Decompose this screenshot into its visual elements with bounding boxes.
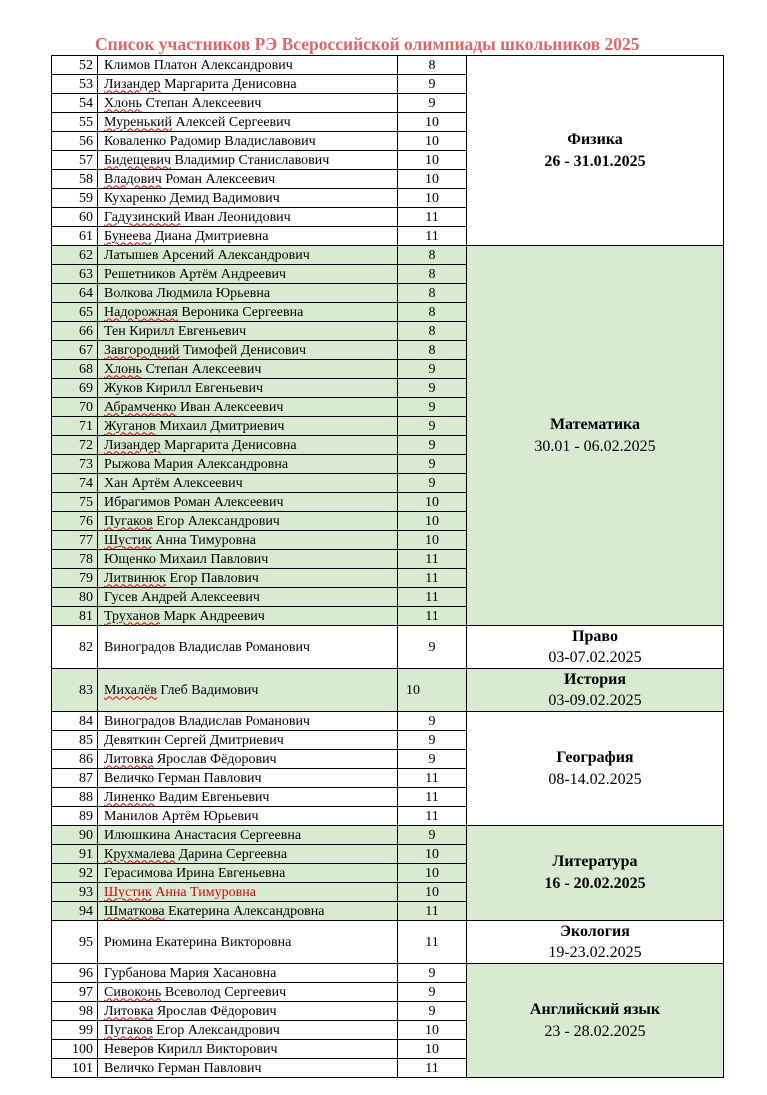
participant-name: Литвинюк Егор Павлович [98, 569, 398, 588]
row-number: 86 [52, 750, 98, 769]
row-number: 53 [52, 75, 98, 94]
participant-name: Ибрагимов Роман Алексеевич [98, 493, 398, 512]
spellcheck-underline: Михалёв [104, 682, 157, 698]
row-number: 79 [52, 569, 98, 588]
row-number: 95 [52, 921, 98, 964]
subject-cell [467, 826, 724, 921]
subject-cell [467, 56, 724, 246]
grade-cell: 10 [398, 864, 467, 883]
grade-cell: 11 [398, 769, 467, 788]
participant-name: Хан Артём Алексеевич [98, 474, 398, 493]
grade-cell: 9 [398, 826, 467, 845]
participant-name: Пугаков Егор Александрович [98, 1021, 398, 1040]
grade-cell: 11 [398, 807, 467, 826]
grade-cell: 10 [398, 132, 467, 151]
grade-cell: 9 [398, 360, 467, 379]
subject-name: Математика [549, 415, 641, 433]
participant-name: Михалёв Глеб Вадимович [98, 669, 398, 712]
participant-name: Илюшкина Анастасия Сергеевна [98, 826, 398, 845]
row-number: 68 [52, 360, 98, 379]
grade-cell: 10 [398, 531, 467, 550]
subject-name: История [564, 670, 626, 688]
grade-cell: 8 [398, 322, 467, 341]
participant-name: Лизандер Маргарита Денисовна [98, 436, 398, 455]
row-number: 55 [52, 113, 98, 132]
grade-cell: 8 [398, 246, 467, 265]
grade-cell: 9 [398, 379, 467, 398]
spellcheck-underline: Труханов [104, 608, 160, 624]
spellcheck-underline: Пугаков [104, 513, 153, 529]
subject-dates: 23 - 28.02.2025 [544, 1022, 646, 1040]
grade-cell: 8 [398, 341, 467, 360]
spellcheck-underline: Бунеева [104, 228, 152, 244]
grade-cell: 11 [398, 902, 467, 921]
spellcheck-underline: Владович [104, 171, 162, 187]
participant-name: Величко Герман Павлович [98, 769, 398, 788]
row-number: 87 [52, 769, 98, 788]
spellcheck-underline: Хлонь [104, 95, 142, 111]
row-number: 77 [52, 531, 98, 550]
row-number: 80 [52, 588, 98, 607]
row-number: 60 [52, 208, 98, 227]
table-row [52, 626, 724, 669]
row-number: 56 [52, 132, 98, 151]
row-number: 66 [52, 322, 98, 341]
participant-name: Ющенко Михаил Павлович [98, 550, 398, 569]
spellcheck-underline: Шустик [104, 884, 152, 900]
row-number: 57 [52, 151, 98, 170]
participant-name: Тен Кирилл Евгеньевич [98, 322, 398, 341]
grade-cell: 9 [398, 94, 467, 113]
spellcheck-underline: Пугаков [104, 1022, 153, 1038]
participant-name: Волкова Людмила Юрьевна [98, 284, 398, 303]
spellcheck-underline: Хлонь [104, 361, 142, 377]
grade-cell: 11 [398, 607, 467, 626]
grade-cell: 10 [398, 845, 467, 864]
participant-name: Муренький Алексей Сергеевич [98, 113, 398, 132]
table-row [52, 826, 724, 845]
participant-name: Хлонь Степан Алексеевич [98, 94, 398, 113]
grade-cell: 10 [398, 1021, 467, 1040]
spellcheck-underline: Завгородний [104, 342, 180, 358]
grade-cell: 9 [398, 398, 467, 417]
row-number: 83 [52, 669, 98, 712]
row-number: 61 [52, 227, 98, 246]
subject-dates: 03-07.02.2025 [548, 648, 642, 666]
participant-name: Лизандер Маргарита Денисовна [98, 75, 398, 94]
grade-cell: 9 [398, 731, 467, 750]
row-number: 62 [52, 246, 98, 265]
grade-cell: 11 [398, 208, 467, 227]
spellcheck-underline: Лизандер [104, 76, 161, 92]
subject-name: Физика [567, 130, 623, 148]
participant-name: Пугаков Егор Александрович [98, 512, 398, 531]
row-number: 76 [52, 512, 98, 531]
participant-name: Завгородний Тимофей Денисович [98, 341, 398, 360]
subject-cell [467, 246, 724, 626]
subject-cell [467, 626, 724, 669]
row-number: 101 [52, 1059, 98, 1078]
participant-name: Гурбанова Мария Хасановна [98, 964, 398, 983]
row-number: 59 [52, 189, 98, 208]
participant-name: Бидещевич Владимир Станиславович [98, 151, 398, 170]
row-number: 96 [52, 964, 98, 983]
row-number: 85 [52, 731, 98, 750]
participant-name: Величко Герман Павлович [98, 1059, 398, 1078]
spellcheck-underline: Надорожная [104, 304, 178, 320]
spellcheck-underline: Линенко [104, 789, 156, 805]
table-row [52, 669, 724, 712]
subject-cell [467, 964, 724, 1078]
participant-name: Герасимова Ирина Евгеньевна [98, 864, 398, 883]
row-number: 82 [52, 626, 98, 669]
spellcheck-underline: Сивоконь [104, 984, 162, 1000]
spellcheck-underline: Литовка [104, 751, 154, 767]
row-number: 94 [52, 902, 98, 921]
row-number: 88 [52, 788, 98, 807]
participant-name: Жуганов Михаил Дмитриевич [98, 417, 398, 436]
spellcheck-underline: Литвинюк [104, 570, 166, 586]
grade-cell: 9 [398, 626, 467, 669]
row-number: 98 [52, 1002, 98, 1021]
grade-cell: 11 [398, 788, 467, 807]
grade-cell: 10 [398, 512, 467, 531]
subject-name: Английский язык [529, 1000, 661, 1018]
grade-cell: 9 [398, 750, 467, 769]
participant-name: Бунеева Диана Дмитриевна [98, 227, 398, 246]
row-number: 81 [52, 607, 98, 626]
grade-cell: 10 [398, 883, 467, 902]
participant-name: Линенко Вадим Евгеньевич [98, 788, 398, 807]
row-number: 91 [52, 845, 98, 864]
participant-name: Виноградов Владислав Романович [98, 626, 398, 669]
grade-cell: 10 [398, 1040, 467, 1059]
participant-name: Надорожная Вероника Сергеевна [98, 303, 398, 322]
participant-name: Коваленко Радомир Владиславович [98, 132, 398, 151]
subject-dates: 08-14.02.2025 [548, 770, 642, 788]
participant-name: Шустик Анна Тимуровна [98, 531, 398, 550]
participant-name: Гусев Андрей Алексеевич [98, 588, 398, 607]
grade-cell: 11 [398, 1059, 467, 1078]
spellcheck-underline: Жуганов [104, 418, 156, 434]
row-number: 67 [52, 341, 98, 360]
participant-name: Неверов Кирилл Викторович [98, 1040, 398, 1059]
document-title: Список участников РЭ Всероссийской олимпиады школьников 2025 [95, 34, 640, 54]
row-number: 52 [52, 56, 98, 75]
row-number: 100 [52, 1040, 98, 1059]
grade-cell: 10 [398, 189, 467, 208]
participant-name: Рыжова Мария Александровна [98, 455, 398, 474]
participant-name: Рюмина Екатерина Викторовна [98, 921, 398, 964]
grade-cell: 9 [398, 1002, 467, 1021]
row-number: 93 [52, 883, 98, 902]
row-number: 90 [52, 826, 98, 845]
subject-cell [467, 712, 724, 826]
grade-cell: 11 [398, 227, 467, 246]
grade-cell: 8 [398, 56, 467, 75]
table-row [52, 964, 724, 983]
participant-name: Сивоконь Всеволод Сергеевич [98, 983, 398, 1002]
grade-cell: 11 [398, 550, 467, 569]
table-row [52, 246, 724, 265]
subject-cell [467, 669, 724, 712]
subject-dates: 30.01 - 06.02.2025 [534, 437, 656, 455]
table-row [52, 712, 724, 731]
subject-dates: 16 - 20.02.2025 [544, 875, 646, 892]
grade-cell: 10 [398, 669, 467, 712]
participants-table [51, 55, 724, 1078]
grade-cell: 9 [398, 712, 467, 731]
grade-cell: 10 [398, 493, 467, 512]
subject-name: Право [572, 627, 618, 645]
grade-cell: 11 [398, 921, 467, 964]
spellcheck-underline: Шустик [104, 532, 152, 548]
participant-name: Шматкова Екатерина Александровна [98, 902, 398, 921]
grade-cell: 10 [398, 170, 467, 189]
participant-name: Литовка Ярослав Фёдорович [98, 750, 398, 769]
grade-cell: 9 [398, 474, 467, 493]
participant-name: Климов Платон Александрович [98, 56, 398, 75]
participant-name: Хлонь Степан Алексеевич [98, 360, 398, 379]
subject-cell [467, 921, 724, 964]
participant-name: Литовка Ярослав Фёдорович [98, 1002, 398, 1021]
participant-name: Шустик Анна Тимуровна [98, 883, 398, 902]
participant-name: Виноградов Владислав Романович [98, 712, 398, 731]
grade-cell: 8 [398, 303, 467, 322]
row-number: 72 [52, 436, 98, 455]
row-number: 54 [52, 94, 98, 113]
table-row [52, 56, 724, 75]
table-row [52, 921, 724, 964]
grade-cell: 10 [398, 113, 467, 132]
participant-name: Девяткин Сергей Дмитриевич [98, 731, 398, 750]
grade-cell: 9 [398, 964, 467, 983]
spellcheck-underline: Крухмалева [104, 846, 176, 862]
grade-cell: 8 [398, 265, 467, 284]
participant-name: Крухмалева Дарина Сергеевна [98, 845, 398, 864]
row-number: 97 [52, 983, 98, 1002]
row-number: 75 [52, 493, 98, 512]
subject-dates: 03-09.02.2025 [548, 691, 642, 709]
row-number: 78 [52, 550, 98, 569]
row-number: 64 [52, 284, 98, 303]
spellcheck-underline: Шматкова [104, 903, 165, 919]
grade-cell: 9 [398, 983, 467, 1002]
row-number: 99 [52, 1021, 98, 1040]
participant-name: Абрамченко Иван Алексеевич [98, 398, 398, 417]
spellcheck-underline: Литовка [104, 1003, 154, 1019]
grade-cell: 11 [398, 569, 467, 588]
spellcheck-underline: Абрамченко [104, 399, 177, 415]
participant-name: Кухаренко Демид Вадимович [98, 189, 398, 208]
participant-name: Решетников Артём Андреевич [98, 265, 398, 284]
spellcheck-underline: Муренький [104, 114, 172, 130]
subject-name: Литература [552, 853, 638, 870]
row-number: 92 [52, 864, 98, 883]
row-number: 89 [52, 807, 98, 826]
subject-dates: 26 - 31.01.2025 [544, 152, 646, 170]
spellcheck-underline: Бидещевич [104, 152, 172, 168]
subject-dates: 19-23.02.2025 [548, 943, 642, 961]
participant-name: Владович Роман Алексеевич [98, 170, 398, 189]
participant-name: Труханов Марк Андреевич [98, 607, 398, 626]
row-number: 69 [52, 379, 98, 398]
row-number: 70 [52, 398, 98, 417]
grade-cell: 9 [398, 75, 467, 94]
participant-name: Гадузинский Иван Леонидович [98, 208, 398, 227]
participant-name: Манилов Артём Юрьевич [98, 807, 398, 826]
subject-name: Экология [560, 922, 630, 940]
row-number: 73 [52, 455, 98, 474]
row-number: 63 [52, 265, 98, 284]
grade-cell: 9 [398, 436, 467, 455]
spellcheck-underline: Лизандер [104, 437, 161, 453]
row-number: 65 [52, 303, 98, 322]
participant-name: Латышев Арсений Александрович [98, 246, 398, 265]
row-number: 71 [52, 417, 98, 436]
spellcheck-underline: Гадузинский [104, 209, 181, 225]
grade-cell: 11 [398, 588, 467, 607]
grade-cell: 10 [398, 151, 467, 170]
grade-cell: 9 [398, 455, 467, 474]
subject-name: География [556, 748, 634, 766]
row-number: 84 [52, 712, 98, 731]
row-number: 74 [52, 474, 98, 493]
participant-name: Жуков Кирилл Евгеньевич [98, 379, 398, 398]
grade-cell: 9 [398, 417, 467, 436]
grade-cell: 8 [398, 284, 467, 303]
row-number: 58 [52, 170, 98, 189]
